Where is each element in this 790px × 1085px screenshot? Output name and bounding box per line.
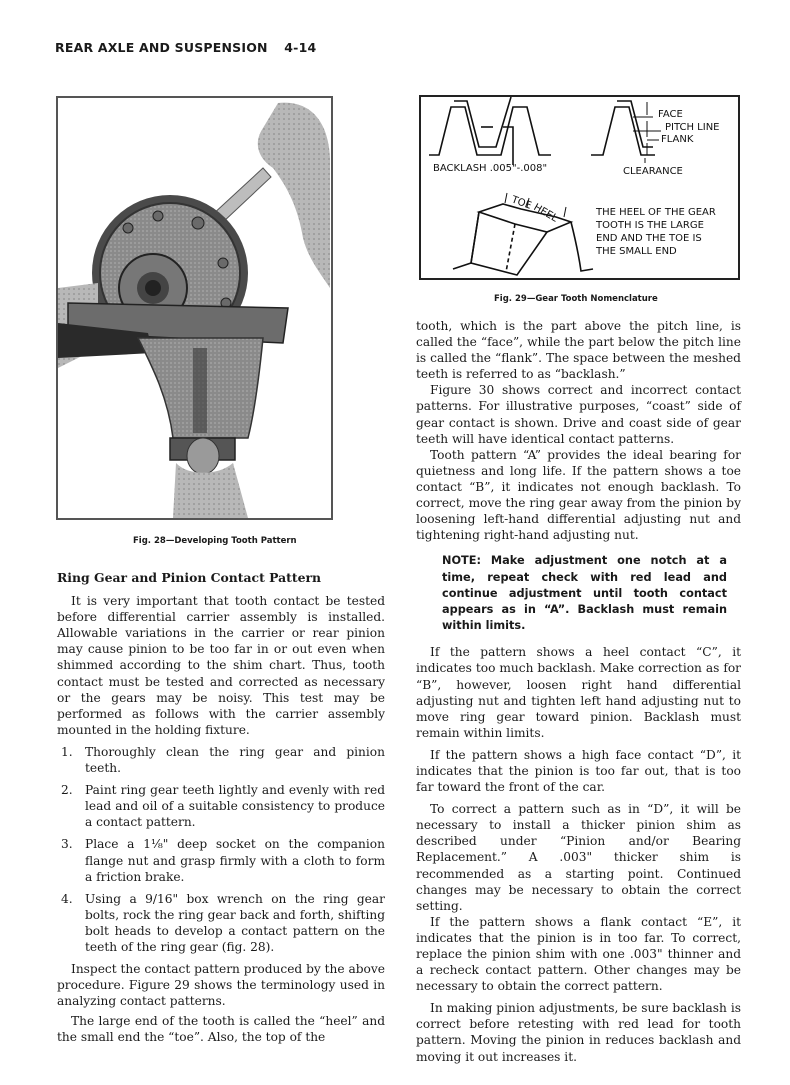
pitch-line-label: PITCH LINE: [665, 122, 720, 133]
backlash-label: BACKLASH .005"-.008": [433, 163, 548, 174]
heel-note-line-3: END AND THE TOE IS: [596, 233, 702, 244]
left-column: [57, 570, 385, 1046]
flank-label: FLANK: [661, 134, 694, 145]
figure-28-photo: [56, 96, 333, 520]
inspect-paragraph: Inspect the contact pattern produced by the above procedure. Figure 29 shows the terminology used in analyzing contact patterns.: [57, 962, 385, 1009]
section-heading: Ring Gear and Pinion Contact Pattern: [57, 570, 322, 585]
figure-30-paragraph: Figure 30 shows correct and incorrect contact patterns. For illustrative purposes, “coast” side of gear contact is shown. Drive and coast side of gear teeth will have identical contact patterns.: [416, 383, 741, 446]
step-text: Thoroughly clean the ring gear and pinion teeth.: [85, 744, 385, 776]
step-number: 2.: [61, 783, 73, 798]
figure-29-caption: Fig. 29—Gear Tooth Nomenclature: [494, 294, 658, 304]
intro-paragraph: It is very important that tooth contact be tested before differential carrier assembly is installed. Allowable variations in the carrier or rear pinion may cause pinion to be too far in or out even when shimmed according to the shim chart. Thus, tooth contact must be tested and corrected as necessary or the gears may be noisy. This test may be performed as follows with the carrier assembly mounted in the holding fixture.: [57, 594, 385, 737]
page-header: [55, 40, 316, 55]
clearance-label: CLEARANCE: [623, 166, 683, 177]
adjustment-note: NOTE: Make adjustment one notch at a time, repeat check with red lead and continue adjustment until tooth contact appears as in “A”. Backlash must remain within limits.: [442, 554, 727, 633]
page-number: 4-14: [284, 40, 317, 55]
step-number: 1.: [61, 744, 73, 759]
heel-note-line-2: TOOTH IS THE LARGE: [596, 220, 704, 231]
step-3: [57, 836, 385, 884]
pattern-a-paragraph: Tooth pattern “A” provides the ideal bearing for quietness and long life. If the pattern shows a toe contact “B”, it indicates not enough backlash. To correct, move the ring gear away from the pinion by loosening left-hand differential adjusting nut and tightening right-hand adjusting nut.: [416, 447, 741, 543]
pinion-adjustment-paragraph: In making pinion adjustments, be sure backlash is correct before retesting with red lead for tooth pattern. Moving the pinion in reduces backlash and moving it out increases it.: [416, 1001, 741, 1064]
step-1: [57, 744, 385, 776]
right-column: [416, 318, 741, 1065]
continued-paragraph: tooth, which is the part above the pitch line, is called the “face”, while the part below the pitch line is called the “flank”. The space between the meshed teeth is referred to as “backlash.”: [416, 319, 741, 382]
section-title: REAR AXLE AND SUSPENSION: [55, 40, 268, 55]
pattern-d-paragraph: If the pattern shows a high face contact “D”, it indicates that the pinion is too far out, that is too far toward the front of the car.: [416, 747, 741, 795]
step-text: Paint ring gear teeth lightly and evenly with red lead and oil of a suitable consistency to produce a contact pattern.: [85, 783, 385, 830]
face-label: FACE: [658, 109, 683, 120]
step-number: 3.: [61, 837, 73, 852]
step-text: Using a 9/16" box wrench on the ring gear bolts, rock the ring gear back and forth, shifting bolt heads to develop a contact pattern on the teeth of the ring gear (fig. 28).: [85, 891, 385, 954]
pattern-c-paragraph: If the pattern shows a heel contact “C”, it indicates too much backlash. Make correction as for “B”, however, loosen right hand differential adjusting nut and tighten left hand adjusting nut to move ring gear toward pinion. Backlash must remain within limits.: [416, 645, 741, 740]
step-4: [57, 891, 385, 955]
step-number: 4.: [61, 891, 73, 906]
step-text: Place a 1⅛" deep socket on the companion flange nut and grasp firmly with a cloth to form a friction brake.: [85, 837, 385, 884]
heel-note-line-1: THE HEEL OF THE GEAR: [596, 207, 716, 218]
figure-28-caption: Fig. 28—Developing Tooth Pattern: [133, 536, 297, 546]
toe-label: TOE: [509, 194, 533, 212]
heel-note-line-4: THE SMALL END: [596, 246, 677, 257]
differential-photo-illustration: [58, 98, 331, 518]
figure-29-diagram: [419, 95, 740, 280]
pattern-d-correction-paragraph: To correct a pattern such as in “D”, it will be necessary to install a thicker pinion shim as described under “Pinion and/or Bearing Replacement.” A .003" thicker shim is recommended as a starting point. Continued changes may be necessary to obtain the correct setting.: [416, 802, 741, 913]
heel-label: HEEL: [531, 202, 560, 225]
pattern-e-paragraph: If the pattern shows a flank contact “E”, it indicates that the pinion is in too far. To correct, replace the pinion shim with one .003" thinner and a recheck contact pattern. Other changes may be necessary to obtain the correct pattern.: [416, 914, 741, 994]
gear-tooth-nomenclature-diagram: [421, 97, 738, 278]
heel-toe-paragraph: The large end of the tooth is called the “heel” and the small end the “toe”. Also, the top of the: [57, 1014, 385, 1045]
step-2: [57, 782, 385, 830]
